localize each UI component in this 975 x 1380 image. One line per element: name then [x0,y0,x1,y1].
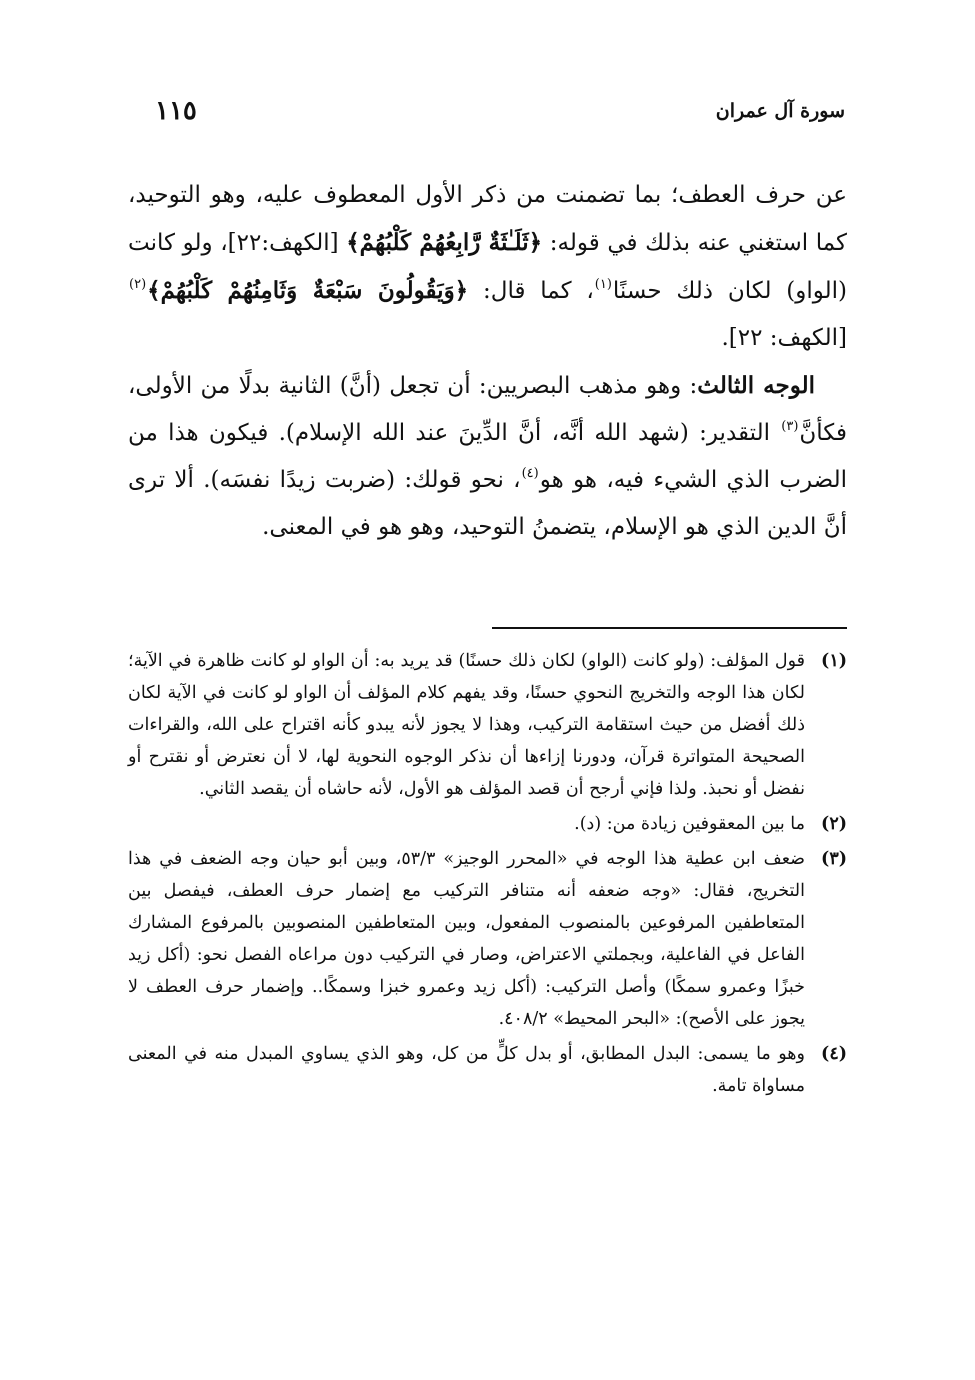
footnote-ref-2[interactable]: (٢) [129,277,147,292]
surah-name: سورة آل عمران [715,100,845,122]
text-segment: : وهو مذهب البصريين: أن تجعل (أنَّ) الثانية بدلًا من الأولى، فكأنَّ [128,373,847,446]
section-label: الوجه الثالث [697,372,815,399]
footnote-4 [128,1038,847,1102]
footnote-text: وهو ما يسمى: البدل المطابق، أو بدل كلٍّ من كل، وهو الذي يساوي المبدل منه في المعنى مساواة تامة. [128,1044,805,1096]
footnote-text: ضعف ابن عطية هذا الوجه في «المحرر الوجيز» ٥٣/٣، وبين أبو حيان وجه الضعف في هذا التخريج، فقال: «وجه ضعفه أنه متنافر التركيب مع إضمار حرف العطف، فيفصل بين المتعاطفين المرفوعين بالمنصوب المفعول، وبين المتعاطفين المنصوبين بالمرفوع المشارك الفاعل في الفاعلية، وبجملتي الاعتراض، وصار في التركيب دون مراعاه الفصل نحو: (أكل زيد خبزًا وعمرو سمكًا) وأصل التركيب: (أكل زيد وعمرو خبزا وسمكًا.. وإضمار حرف العطف لا يجوز على الأصح): «البحر المحيط» ٤٠٨/٢. [128,849,805,1029]
footnote-number: (٤) [821,1044,847,1064]
page-number: ١١٥ [155,96,197,126]
footnote-1 [128,645,847,805]
main-text [128,172,847,551]
footnote-ref-3[interactable]: (٣) [781,419,799,434]
quran-verse: ﴿ثَلَـٰثَةٌ رَّابِعُهُمْ كَلْبُهُمْ﴾ [346,229,543,256]
footnote-ref-1[interactable]: (١) [594,277,612,292]
footnote-divider [492,627,847,629]
text-segment: ، نحو قولك: (ضربت زيدًا نفسَه). ألا ترى أنَّ الدين الذي هو الإسلام، يتضمنُ التوحيد، وهو هو في المعنى. [128,467,847,540]
text-segment: ، كما قال: [468,278,594,304]
footnote-2 [128,808,847,840]
text-segment: [الكهف: ٢٢]. [721,325,847,351]
footnotes [128,645,847,1105]
footnote-number: (٣) [821,849,847,869]
footnote-3 [128,843,847,1035]
text-segment: عن حرف العطف؛ بما تضمنت من ذكر الأول المعطوف عليه، وهو التوحيد، كما استغني عنه بذلك في قوله: [128,182,848,256]
footnote-ref-4[interactable]: (٤) [521,466,539,481]
text-segment: [الكهف:٢٢]، ولو كانت (الواو) لكان ذلك حسنًا [128,230,847,304]
text-segment: التقدير: (شهد الله أنَّه، أنَّ الدِّينَ عند الله الإسلام). فيكون هذا من الضرب الذي الشيء فيه، هو هو [128,420,848,493]
footnote-number: (٢) [821,814,847,834]
paragraph-1 [128,172,847,362]
page-header [155,96,845,140]
quran-verse: ﴿وَيَقُولُونَ سَبْعَةٌ وَثَامِنُهُمْ كَلْبُهُمْ﴾ [147,277,469,304]
paragraph-2 [128,362,847,551]
footnote-number: (١) [821,651,847,671]
footnote-text: قول المؤلف: (ولو كانت (الواو) لكان ذلك حسنًا) قد يريد به: أن الواو لو كانت ظاهرة في الآية؛ لكان هذا الوجه والتخريج النحوي حسنًا، وقد يفهم كلام المؤلف أن الواو لو كانت في الآية لكان ذلك أفضل من حيث استقامة التركيب، وهذا لا يجوز لأنه يبدو كأنه اقتراح على الله، والقراءات الصحيحة المتواترة قرآن، ودورنا إزاءها أن نذكر الوجوه النحوية لها، لا أن نعترض أو نقترح أو نفضل أو نحبذ. ولذا فإني أرجح أن قصد المؤلف هو الأول، لأنه حاشاه أن يقصد الثاني. [128,651,805,799]
footnote-text: ما بين المعقوفين زيادة من: (د). [574,814,805,834]
